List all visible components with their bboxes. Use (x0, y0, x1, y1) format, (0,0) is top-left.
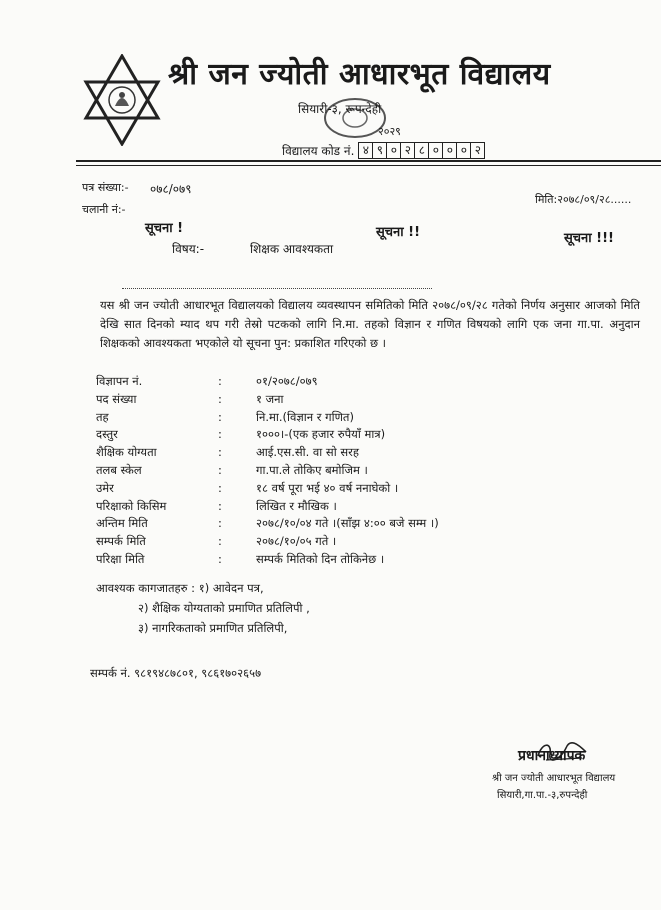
detail-label: तलब स्केल (96, 462, 142, 477)
code-digit: २ (474, 143, 482, 157)
detail-value: २०७८/१०/०५ गते । (256, 534, 337, 549)
header-divider (76, 165, 661, 166)
dispatch-number-label: चलानी नं:- (82, 203, 126, 216)
subject-label: विषय:- (172, 242, 205, 256)
letter-number-value: ०७८/०७९ (150, 182, 192, 196)
vacancy-details (96, 374, 516, 570)
school-code-digits (358, 142, 485, 159)
notice-heading: सूचना ! (145, 221, 184, 236)
document-item: आवश्यक कागजातहरु : १) आवेदन पत्र, (96, 581, 264, 595)
notice-heading: सूचना !!! (564, 231, 614, 246)
detail-row (96, 445, 516, 463)
dotted-divider (122, 288, 432, 289)
code-digit: ९ (373, 143, 387, 158)
detail-value: १ जना (256, 391, 284, 406)
code-digit: ० (387, 143, 401, 158)
detail-value: १०००।-(एक हजार रुपैयाँ मात्र) (256, 427, 386, 442)
detail-label: दस्तुर (96, 427, 118, 442)
school-address: सियारी-३, रूपन्देही (298, 102, 382, 116)
detail-value: गा.पा.ले तोकिए बमोजिम । (256, 462, 368, 477)
detail-row (96, 534, 516, 552)
signatory-address: सियारी,गा.पा.-३,रुपन्देही (497, 790, 588, 801)
established-year: २०२९ (378, 125, 401, 138)
school-name: श्री जन ज्योती आधारभूत विद्यालय (168, 57, 551, 92)
signatory-title: प्रधानाध्यापक (518, 748, 586, 764)
detail-colon: : (218, 391, 222, 406)
detail-colon: : (218, 462, 222, 477)
contact-numbers: सम्पर्क नं. ९८१९४८७८०१, ९८६१७०२६५७ (90, 666, 262, 680)
letter-date: मिति:२०७८/०९/२८...... (535, 193, 632, 206)
detail-value: १८ वर्ष पूरा भई ४० वर्ष ननाघेको । (256, 480, 399, 495)
detail-colon: : (218, 516, 222, 531)
detail-row (96, 392, 516, 410)
detail-label: पद संख्या (96, 391, 137, 406)
detail-label: शैक्षिक योग्यता (96, 445, 157, 460)
school-code (282, 142, 485, 159)
detail-label: सम्पर्क मिति (96, 534, 146, 549)
letter-number-label: पत्र संख्या:- (82, 181, 129, 194)
detail-colon: : (218, 427, 222, 442)
detail-value: ०१/२०७८/०७९ (256, 374, 318, 388)
school-emblem-icon (82, 54, 162, 146)
detail-colon: : (218, 534, 222, 549)
subject-value: शिक्षक आवश्यकता (250, 242, 334, 256)
code-digit: २ (401, 143, 415, 158)
detail-row (96, 552, 516, 570)
detail-row (96, 410, 516, 428)
code-digit: ० (429, 143, 443, 158)
detail-row (96, 374, 516, 392)
detail-label: विज्ञापन नं. (96, 374, 143, 388)
detail-label: परिक्षाको किसिम (96, 498, 167, 513)
detail-value: आई.एस.सी. वा सो सरह (256, 445, 359, 460)
code-digit: ० (443, 143, 457, 158)
detail-label: अन्तिम मिति (96, 516, 148, 531)
detail-label: उमेर (96, 480, 114, 495)
detail-value: सम्पर्क मितिको दिन तोकिनेछ । (256, 551, 385, 566)
detail-label: तह (96, 409, 109, 424)
detail-row (96, 499, 516, 517)
detail-colon: : (218, 498, 222, 513)
body-paragraph: यस श्री जन ज्योती आधारभूत विद्यालयको विद्यालय व्यवस्थापन समितिको मिति २०७८/०९/२८ गतेको निर्णय अनुसार आजको मिति देखि सात दिनको म्याद थप गरी तेस्रो पटकको लागि नि.मा. तहको विज्ञान र गणित विषयको लागि एक जना गा.पा. अनुदान शिक्षकको आवश्यकता भएकोले यो सूचना पुन: प्रकाशित गरिएको छ । (100, 298, 640, 350)
detail-value: २०७८/१०/०४ गते ।(साँझ ४:०० बजे सम्म ।) (256, 516, 439, 531)
signatory-school: श्री जन ज्योती आधारभूत विद्यालय (492, 773, 616, 784)
detail-colon: : (218, 409, 222, 424)
detail-label: परिक्षा मिति (96, 551, 145, 566)
detail-row (96, 463, 516, 481)
detail-colon: : (218, 480, 222, 495)
document-item: ३) नागरिकताको प्रमाणित प्रतिलिपी, (138, 621, 288, 635)
detail-value: लिखित र मौखिक । (256, 498, 337, 513)
school-code-label: विद्यालय कोड नं. (282, 144, 355, 158)
required-documents (96, 578, 310, 638)
detail-value: नि.मा.(विज्ञान र गणित) (256, 409, 354, 424)
header-divider (76, 160, 661, 162)
document-item: २) शैक्षिक योग्यताको प्रमाणित प्रतिलिपी , (138, 601, 310, 615)
detail-row (96, 427, 516, 445)
detail-colon: : (218, 551, 222, 566)
notice-heading: सूचना !! (376, 225, 421, 240)
detail-colon: : (218, 374, 222, 388)
code-digit: ४ (359, 143, 373, 158)
code-digit: ० (457, 143, 471, 158)
detail-row (96, 481, 516, 499)
detail-colon: : (218, 445, 222, 460)
detail-row (96, 516, 516, 534)
code-digit: ८ (415, 143, 429, 158)
